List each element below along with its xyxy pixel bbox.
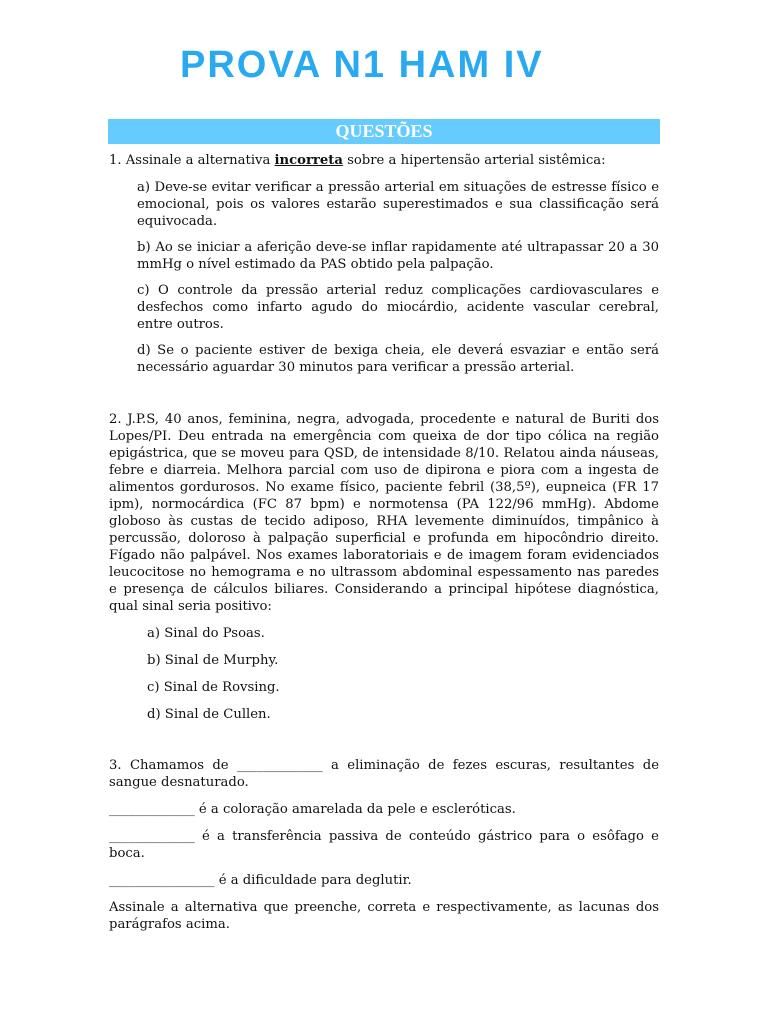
section-banner: QUESTÕES <box>108 119 660 144</box>
question-1-option-a: a) Deve-se evitar verificar a pressão arterial em situações de estresse físico e emocional, pois os valores estarão superestimados e sua classificação será equivocada. <box>137 180 659 229</box>
document-title: PROVA N1 HAM IV <box>180 44 544 86</box>
question-3-line-3: _____________ é a transferência passiva de conteúdo gástrico para o esôfago e boca. <box>109 829 659 861</box>
question-1-option-c: c) O controle da pressão arterial reduz complicações cardiovasculares e desfechos como infarto agudo do miocárdio, acidente vascular cerebral, entre outros. <box>137 283 659 332</box>
spacer <box>109 385 659 411</box>
spacer <box>109 733 659 757</box>
question-1-prefix: 1. Assinale a alternativa <box>109 153 275 168</box>
questions-body <box>109 152 659 943</box>
question-2-option-c: c) Sinal de Rovsing. <box>147 680 280 695</box>
question-3-instruction: Assinale a alternativa que preenche, correta e respectivamente, as lacunas dos parágrafos acima. <box>109 900 659 932</box>
question-3-line-2: _____________ é a coloração amarelada da pele e escleróticas. <box>109 802 516 817</box>
question-1-stem <box>109 152 659 169</box>
question-1-emphasis: incorreta <box>274 153 343 168</box>
question-2-option-d: d) Sinal de Cullen. <box>147 707 271 722</box>
question-2-option-b: b) Sinal de Murphy. <box>147 653 279 668</box>
question-1-suffix: sobre a hipertensão arterial sistêmica: <box>342 153 606 168</box>
question-2-stem: 2. J.P.S, 40 anos, feminina, negra, advogada, procedente e natural de Buriti dos Lopes/PI. Deu entrada na emergência com queixa de dor tipo cólica na região epigástrica, que se moveu para QSD, de intensidade 8/10. Relatou ainda náuseas, febre e diarreia. Melhora parcial com uso de dipirona e piora com a ingesta de alimentos gordurosos. No exame físico, paciente febril (38,5º), eupneica (FR 17 ipm), normocárdica (FC 87 bpm) e normotensa (PA 122/96 mmHg). Abdome globoso às custas de tecido adiposo, RHA levemente diminuídos, timpânico à percussão, doloroso à palpação superficial e profunda em hipocôndrio direito. Fígado não palpável. Nos exames laboratoriais e de imagem foram evidenciados leucocitose no hemograma e no ultrassom abdominal espessamento nas paredes e presença de cálculos biliares. Considerando a principal hipótese diagnóstica, qual sinal seria positivo: <box>109 412 659 614</box>
question-3-line-1: 3. Chamamos de _____________ a eliminação de fezes escuras, resultantes de sangue desnaturado. <box>109 758 659 790</box>
question-3-line-4: ________________ é a dificuldade para deglutir. <box>109 873 412 888</box>
question-1-option-b: b) Ao se iniciar a aferição deve-se inflar rapidamente até ultrapassar 20 a 30 mmHg o nível estimado da PAS obtido pela palpação. <box>137 240 659 272</box>
question-1-option-d: d) Se o paciente estiver de bexiga cheia, ele deverá esvaziar e então será necessário aguardar 30 minutos para verificar a pressão arterial. <box>137 343 659 375</box>
question-2-option-a: a) Sinal do Psoas. <box>147 626 265 641</box>
